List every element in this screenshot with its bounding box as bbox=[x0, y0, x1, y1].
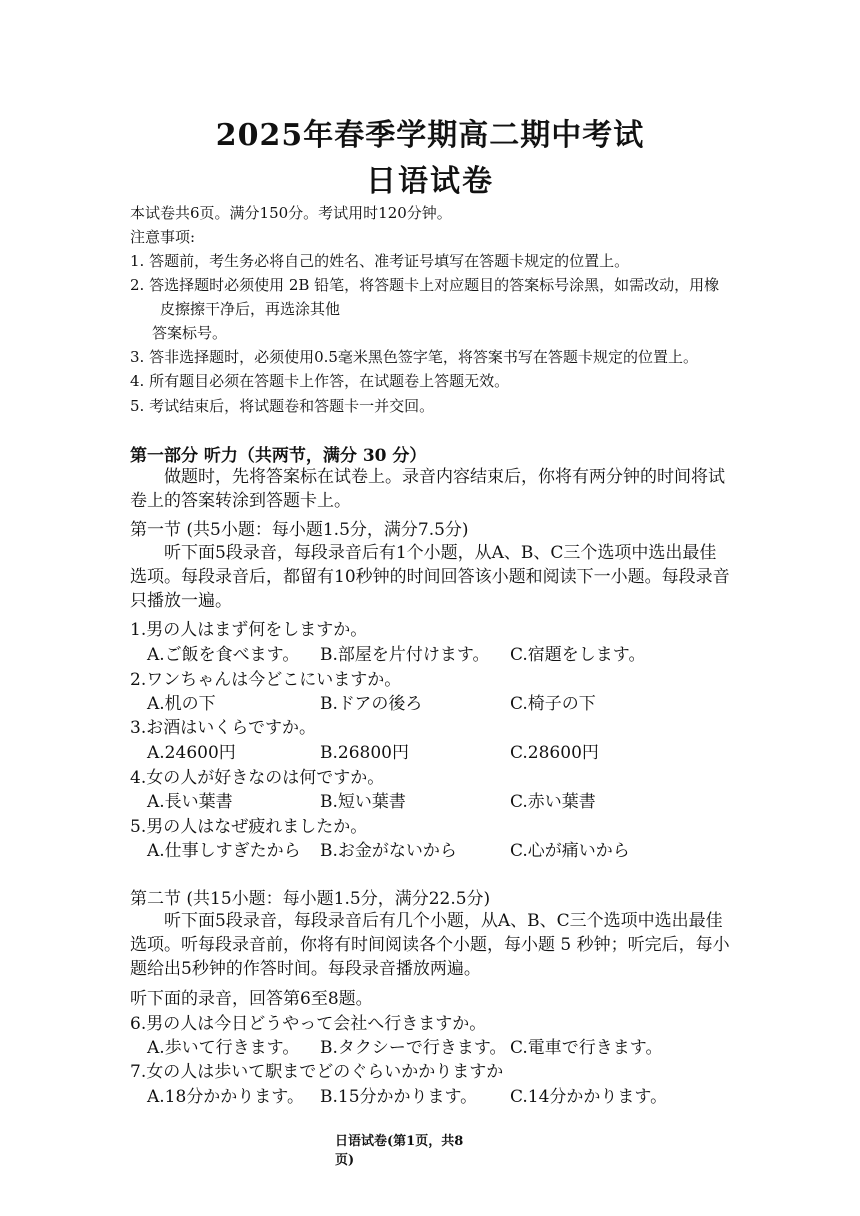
page-footer-continued: 页) bbox=[335, 1153, 355, 1168]
question: 1.男の人はまず何をしますか。 bbox=[130, 620, 368, 640]
question: 3.お酒はいくらですか。 bbox=[130, 718, 317, 738]
notice-item: 5. 考试结束后，将试题卷和答题卡一并交回。 bbox=[130, 397, 435, 415]
option-c: C.宿題をします。 bbox=[510, 645, 646, 665]
option-a: A.仕事しすぎたから bbox=[147, 841, 301, 861]
option-c: C.椅子の下 bbox=[510, 694, 596, 714]
notice-item: 皮擦擦干净后，再选涂其他 bbox=[160, 300, 341, 318]
notice-label: 注意事项: bbox=[130, 228, 196, 246]
option-b: B.26800円 bbox=[320, 743, 409, 763]
section2-sub-instruction: 听下面的录音，回答第6至8题。 bbox=[130, 989, 373, 1009]
notice-item: 4. 所有题目必须在答题卡上作答，在试题卷上答题无效。 bbox=[130, 372, 510, 390]
option-a: A.18分かかります。 bbox=[147, 1087, 304, 1107]
section2-instruction: 听下面5段录音，每段录音后有几个小题，从A、B、C三个选项中选出最佳选项。听每段录音前，你将有时间阅读各个小题，每小题 5 秒钟；听完后，每小题给出5秒钟的作答时间。每段录音播放两遍。 bbox=[130, 911, 730, 979]
option-a: A.ご飯を食べます。 bbox=[147, 645, 300, 665]
section2-heading: 第二节 (共15小题：每小题1.5分，满分22.5分) bbox=[130, 889, 491, 909]
section1-heading: 第一节 (共5小题：每小题1.5分，满分7.5分) bbox=[130, 520, 469, 540]
page-footer: 日语试卷(第1页，共8 bbox=[335, 1134, 464, 1149]
part1-heading: 第一部分 听力（共两节，满分 30 分） bbox=[130, 446, 427, 466]
option-a: A.歩いて行きます。 bbox=[147, 1038, 300, 1058]
question: 2.ワンちゃんは今どこにいますか。 bbox=[130, 670, 402, 690]
option-b: B.お金がないから bbox=[320, 841, 457, 861]
part1-instruction: 做题时，先将答案标在试卷上。录音内容结束后，你将有两分钟的时间将试卷上的答案转涂到答题卡上。 bbox=[130, 467, 725, 511]
exam-intro: 本试卷共6页。满分150分。考试用时120分钟。 bbox=[130, 204, 452, 222]
option-b: B.短い葉書 bbox=[320, 792, 406, 812]
option-b: B.ドアの後ろ bbox=[320, 694, 423, 714]
question: 4.女の人が好きなのは何ですか。 bbox=[130, 768, 385, 788]
option-a: A.長い葉書 bbox=[147, 792, 233, 812]
section1-instruction: 听下面5段录音，每段录音后有1个小题，从A、B、C三个选项中选出最佳选项。每段录音后，都留有10秒钟的时间回答该小题和阅读下一小题。每段录音只播放一遍。 bbox=[130, 543, 730, 611]
question: 5.男の人はなぜ疲れましたか。 bbox=[130, 817, 368, 837]
question: 6.男の人は今日どうやって会社へ行きますか。 bbox=[130, 1014, 487, 1034]
option-c: C.赤い葉書 bbox=[510, 792, 596, 812]
option-b: B.15分かかります。 bbox=[320, 1087, 478, 1107]
notice-item: 2. 答选择题时必须使用 2B 铅笔，将答题卡上对应题目的答案标号涂黑，如需改动，用橡 bbox=[130, 276, 720, 294]
notice-item: 3. 答非选择题时，必须使用0.5毫米黑色签字笔，将答案书写在答题卡规定的位置上。 bbox=[130, 348, 698, 366]
option-b: B.タクシーで行きます。 bbox=[320, 1038, 507, 1058]
option-c: C.電車で行きます。 bbox=[510, 1038, 663, 1058]
option-c: C.心が痛いから bbox=[510, 841, 630, 861]
question: 7.女の人は歩いて駅までどのぐらいかかりますか bbox=[130, 1062, 504, 1082]
notice-item: 1. 答题前，考生务必将自己的姓名、准考证号填写在答题卡规定的位置上。 bbox=[130, 252, 630, 270]
option-c: C.28600円 bbox=[510, 743, 599, 763]
option-a: A.24600円 bbox=[147, 743, 236, 763]
option-b: B.部屋を片付けます。 bbox=[320, 645, 490, 665]
option-a: A.机の下 bbox=[147, 694, 216, 714]
option-c: C.14分かかります。 bbox=[510, 1087, 668, 1107]
exam-title: 2025年春季学期高二期中考试 bbox=[215, 118, 645, 153]
exam-subject: 日语试卷 bbox=[366, 164, 494, 199]
notice-item: 答案标号。 bbox=[152, 324, 228, 342]
